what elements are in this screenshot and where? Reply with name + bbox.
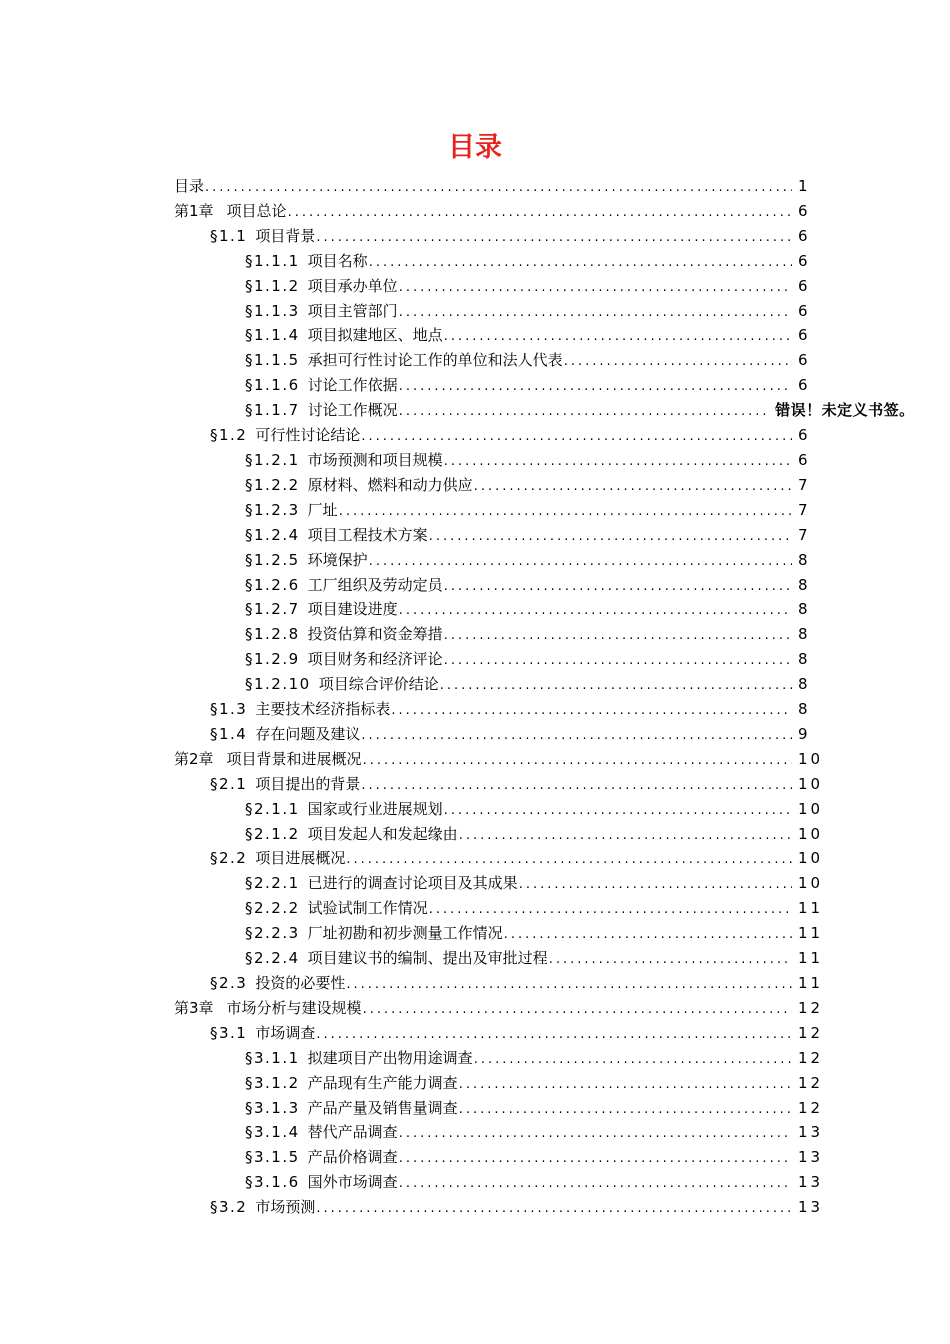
toc-dot-leader (399, 276, 792, 301)
toc-entry-number: §1.1.5 (245, 351, 300, 370)
toc-page-number: 13 (798, 1173, 824, 1192)
toc-entry-number: §3.1.6 (245, 1173, 300, 1192)
toc-page-number: 10 (798, 824, 824, 843)
toc-entry-number: §2.3 (210, 974, 248, 992)
toc-dot-leader (399, 1147, 792, 1172)
toc-page-number: 12 (798, 1048, 824, 1067)
toc-entry[interactable] (174, 1071, 824, 1096)
toc-dot-leader (316, 226, 792, 251)
toc-entry-number: §2.1 (210, 774, 248, 793)
toc-entry-number: §3.1 (210, 1023, 248, 1042)
toc-entry[interactable] (174, 498, 810, 523)
toc-entry-title: 项目财务和经济评论 (307, 650, 443, 669)
table-of-contents (174, 174, 915, 1220)
toc-dot-leader (391, 699, 792, 724)
toc-page-number: 6 (798, 426, 811, 445)
toc-dot-leader (549, 948, 792, 973)
toc-entry-number: 第3章 (174, 998, 214, 1017)
toc-entry[interactable] (174, 772, 824, 797)
toc-entry[interactable] (174, 274, 810, 299)
toc-entry[interactable] (174, 523, 810, 548)
toc-page-number: 10 (798, 774, 824, 793)
toc-page-number: 6 (798, 326, 811, 345)
toc-dot-leader (346, 848, 792, 873)
toc-dot-leader (459, 824, 792, 849)
toc-entry[interactable] (174, 1046, 824, 1071)
toc-entry-title: 承担可行性讨论工作的单位和法人代表 (307, 351, 563, 370)
toc-entry[interactable] (174, 697, 810, 722)
toc-dot-leader (444, 799, 792, 824)
toc-page-number: 10 (798, 849, 824, 868)
toc-entry-title: 存在问题及建议 (255, 724, 361, 743)
toc-page-number: 6 (798, 276, 811, 295)
toc-entry-number: §2.1.1 (245, 799, 300, 818)
toc-page-number: 8 (798, 675, 811, 694)
toc-entry-title: 市场分析与建设规模 (226, 998, 362, 1017)
toc-page-number: 9 (798, 724, 811, 743)
toc-entry-title: 产品价格调查 (307, 1148, 398, 1167)
toc-page-number: 10 (798, 799, 824, 818)
toc-page-number: 12 (798, 1073, 824, 1092)
toc-page-number: 8 (798, 600, 811, 619)
toc-entry-number: §1.2.6 (245, 575, 300, 594)
toc-entry[interactable] (174, 722, 810, 747)
toc-entry-number: §1.2.7 (245, 600, 300, 619)
toc-dot-leader (205, 176, 792, 201)
toc-dot-leader (444, 624, 792, 649)
toc-page-error: 错误！未定义书签。 (775, 401, 915, 420)
toc-dot-leader (399, 400, 769, 425)
toc-entry-number: §1.1.3 (245, 301, 300, 320)
toc-entry[interactable] (174, 597, 810, 622)
toc-entry-title: 项目进展概况 (255, 849, 346, 868)
toc-page-number: 12 (798, 1023, 824, 1042)
toc-dot-leader (429, 898, 792, 923)
toc-entry-title: 已进行的调查讨论项目及其成果 (307, 874, 518, 893)
toc-dot-leader (346, 973, 792, 998)
toc-dot-leader (399, 1172, 792, 1197)
toc-entry[interactable] (174, 573, 810, 598)
toc-entry-number: §2.2.1 (245, 874, 300, 893)
toc-entry[interactable] (174, 398, 915, 423)
toc-entry-title: 项目建设进度 (307, 600, 398, 619)
toc-entry-title: 项目发起人和发起缘由 (307, 824, 458, 843)
toc-entry-number: §1.1 (210, 226, 248, 245)
toc-entry[interactable] (174, 249, 810, 274)
toc-page-number: 12 (798, 998, 824, 1017)
toc-page-number: 6 (798, 450, 811, 469)
toc-dot-leader (399, 1122, 792, 1147)
toc-entry-title: 项目主管部门 (307, 301, 398, 320)
toc-entry-title: 项目提出的背景 (255, 774, 361, 793)
toc-dot-leader (519, 873, 792, 898)
toc-entry[interactable] (174, 822, 824, 847)
toc-entry-number: §2.1.2 (245, 824, 300, 843)
toc-entry[interactable] (174, 323, 810, 348)
toc-dot-leader (369, 251, 792, 276)
toc-dot-leader (361, 724, 792, 749)
toc-entry[interactable] (174, 946, 824, 971)
toc-dot-leader (564, 350, 792, 375)
toc-entry[interactable] (174, 647, 810, 672)
toc-entry-number: §3.2 (210, 1198, 248, 1217)
toc-entry[interactable] (174, 797, 824, 822)
toc-page-number: 11 (798, 974, 824, 992)
toc-page-number: 8 (798, 650, 811, 669)
toc-entry[interactable] (174, 548, 810, 573)
toc-entry-title: 产品现有生产能力调查 (307, 1073, 458, 1092)
toc-title: 目录 (448, 132, 502, 163)
toc-dot-leader (444, 649, 792, 674)
toc-entry[interactable] (174, 299, 810, 324)
toc-entry[interactable] (174, 1195, 824, 1220)
toc-dot-leader (399, 375, 792, 400)
toc-dot-leader (369, 550, 792, 575)
toc-entry[interactable] (174, 199, 810, 224)
toc-entry[interactable] (174, 423, 810, 448)
toc-page-number: 10 (798, 874, 824, 893)
toc-page-number: 6 (798, 301, 811, 320)
toc-page-number: 8 (798, 550, 811, 569)
toc-entry-title: 讨论工作依据 (307, 376, 398, 395)
toc-dot-leader (474, 475, 792, 500)
toc-entry-number: §3.1.5 (245, 1148, 300, 1167)
toc-entry-number: §1.1.6 (245, 376, 300, 395)
toc-dot-leader (361, 425, 792, 450)
toc-entry-number: §1.1.4 (245, 326, 300, 345)
toc-entry-title: 厂址初勘和初步测量工作情况 (307, 924, 503, 943)
toc-entry-title: 可行性讨论结论 (255, 426, 361, 445)
toc-entry-number: 第2章 (174, 749, 214, 768)
toc-entry-title: 投资的必要性 (255, 974, 346, 992)
toc-entry-title: 市场预测和项目规模 (307, 450, 443, 469)
toc-entry[interactable] (174, 622, 810, 647)
toc-dot-leader (444, 325, 792, 350)
toc-entry-number: §1.2.3 (245, 500, 300, 519)
toc-entry-number: §1.2.9 (245, 650, 300, 669)
toc-entry-number: 第1章 (174, 201, 214, 220)
toc-page-number: 13 (798, 1148, 824, 1167)
toc-entry-title: 项目总论 (226, 201, 287, 220)
toc-dot-leader (459, 1098, 792, 1123)
toc-entry-number: §3.1.4 (245, 1123, 300, 1142)
toc-entry[interactable] (174, 921, 824, 946)
toc-dot-leader (474, 1048, 792, 1073)
toc-entry-number: §1.1.2 (245, 276, 300, 295)
toc-entry-number: §2.2.4 (245, 949, 300, 968)
toc-entry-number: §1.2.10 (245, 675, 311, 694)
toc-entry-title: 原材料、燃料和动力供应 (307, 475, 473, 494)
toc-entry[interactable] (174, 747, 824, 772)
toc-page-number: 8 (798, 700, 811, 719)
toc-page-number: 12 (798, 1098, 824, 1117)
toc-dot-leader (429, 525, 792, 550)
toc-entry-title: 项目承办单位 (307, 276, 398, 295)
toc-entry-title: 项目综合评价结论 (318, 675, 439, 694)
toc-entry-title: 项目背景和进展概况 (226, 749, 362, 768)
toc-entry[interactable] (174, 971, 824, 996)
toc-entry-number: §2.2.2 (245, 899, 300, 918)
toc-entry-number: §3.1.2 (245, 1073, 300, 1092)
toc-entry-title: 项目工程技术方案 (307, 525, 428, 544)
toc-entry-title: 国家或行业进展规划 (307, 799, 443, 818)
toc-entry-title: 项目名称 (307, 251, 368, 270)
toc-entry[interactable] (174, 1120, 824, 1145)
toc-page-number: 10 (798, 749, 824, 768)
toc-page-number: 6 (798, 226, 811, 245)
toc-entry-number: §1.1.7 (245, 401, 300, 420)
toc-entry-title: 厂址 (307, 500, 338, 519)
toc-page-number: 1 (798, 177, 811, 195)
toc-entry-title: 替代产品调查 (307, 1123, 398, 1142)
toc-page-number: 13 (798, 1198, 824, 1217)
toc-entry-number: §1.2.4 (245, 525, 300, 544)
toc-page-number: 7 (798, 475, 811, 494)
toc-dot-leader (399, 599, 792, 624)
toc-entry[interactable] (174, 1096, 824, 1121)
toc-page-number: 7 (798, 500, 811, 519)
toc-entry-title: 市场调查 (255, 1023, 316, 1042)
toc-entry-number: §1.2.5 (245, 550, 300, 569)
toc-dot-leader (361, 774, 792, 799)
toc-page-number: 6 (798, 201, 811, 220)
toc-entry[interactable] (174, 1021, 824, 1046)
toc-entry-number: §1.2.1 (245, 450, 300, 469)
toc-page-number: 7 (798, 525, 811, 544)
toc-entry-number: §1.2 (210, 426, 248, 445)
toc-entry-title: 产品产量及销售量调查 (307, 1098, 458, 1117)
toc-entry-title: 项目建议书的编制、提出及审批过程 (307, 949, 548, 968)
toc-entry-number: §1.3 (210, 700, 248, 719)
toc-entry[interactable] (174, 174, 810, 199)
toc-entry[interactable] (174, 473, 810, 498)
toc-entry-number: §2.2 (210, 849, 248, 868)
toc-entry[interactable] (174, 373, 810, 398)
toc-entry-title: 目录 (174, 177, 205, 195)
toc-entry[interactable] (174, 996, 824, 1021)
toc-dot-leader (444, 575, 792, 600)
toc-entry-title: 拟建项目产出物用途调查 (307, 1048, 473, 1067)
toc-dot-leader (316, 1023, 792, 1048)
toc-entry-title: 市场预测 (255, 1198, 316, 1217)
toc-entry[interactable] (174, 348, 810, 373)
toc-entry-title: 国外市场调查 (307, 1173, 398, 1192)
toc-entry-number: §2.2.3 (245, 924, 300, 943)
toc-dot-leader (504, 923, 792, 948)
toc-dot-leader (363, 749, 792, 774)
toc-entry-title: 讨论工作概况 (307, 401, 398, 420)
toc-page-number: 11 (798, 899, 824, 918)
toc-page-number: 6 (798, 351, 811, 370)
toc-entry-title: 工厂组织及劳动定员 (307, 575, 443, 594)
toc-entry-number: §1.4 (210, 724, 248, 743)
toc-entry[interactable] (174, 224, 810, 249)
toc-entry-title: 项目背景 (255, 226, 316, 245)
toc-entry[interactable] (174, 1145, 824, 1170)
toc-entry[interactable] (174, 448, 810, 473)
toc-entry-number: §3.1.1 (245, 1048, 300, 1067)
toc-page-number: 11 (798, 949, 824, 968)
toc-dot-leader (363, 998, 792, 1023)
toc-entry[interactable] (174, 672, 810, 697)
toc-entry[interactable] (174, 896, 824, 921)
toc-entry-title: 投资估算和资金筹措 (307, 625, 443, 644)
toc-dot-leader (440, 674, 792, 699)
toc-entry-title: 项目拟建地区、地点 (307, 326, 443, 345)
toc-dot-leader (316, 1197, 792, 1222)
toc-dot-leader (339, 500, 792, 525)
toc-entry-title: 主要技术经济指标表 (255, 700, 391, 719)
toc-page-number: 8 (798, 625, 811, 644)
toc-page-number: 6 (798, 251, 811, 270)
toc-entry-number: §3.1.3 (245, 1098, 300, 1117)
toc-dot-leader (459, 1073, 792, 1098)
toc-page-number: 11 (798, 924, 824, 943)
toc-dot-leader (444, 450, 792, 475)
toc-entry[interactable] (174, 871, 824, 896)
toc-entry-number: §1.2.2 (245, 475, 300, 494)
toc-entry-title: 试验试制工作情况 (307, 899, 428, 918)
toc-entry-title: 环境保护 (307, 550, 368, 569)
toc-page-number: 6 (798, 376, 811, 395)
toc-page-number: 13 (798, 1123, 824, 1142)
toc-entry[interactable] (174, 846, 824, 871)
toc-dot-leader (288, 201, 792, 226)
toc-dot-leader (399, 301, 792, 326)
toc-entry[interactable] (174, 1170, 824, 1195)
toc-page-number: 8 (798, 575, 811, 594)
toc-entry-number: §1.2.8 (245, 625, 300, 644)
toc-entry-number: §1.1.1 (245, 251, 300, 270)
